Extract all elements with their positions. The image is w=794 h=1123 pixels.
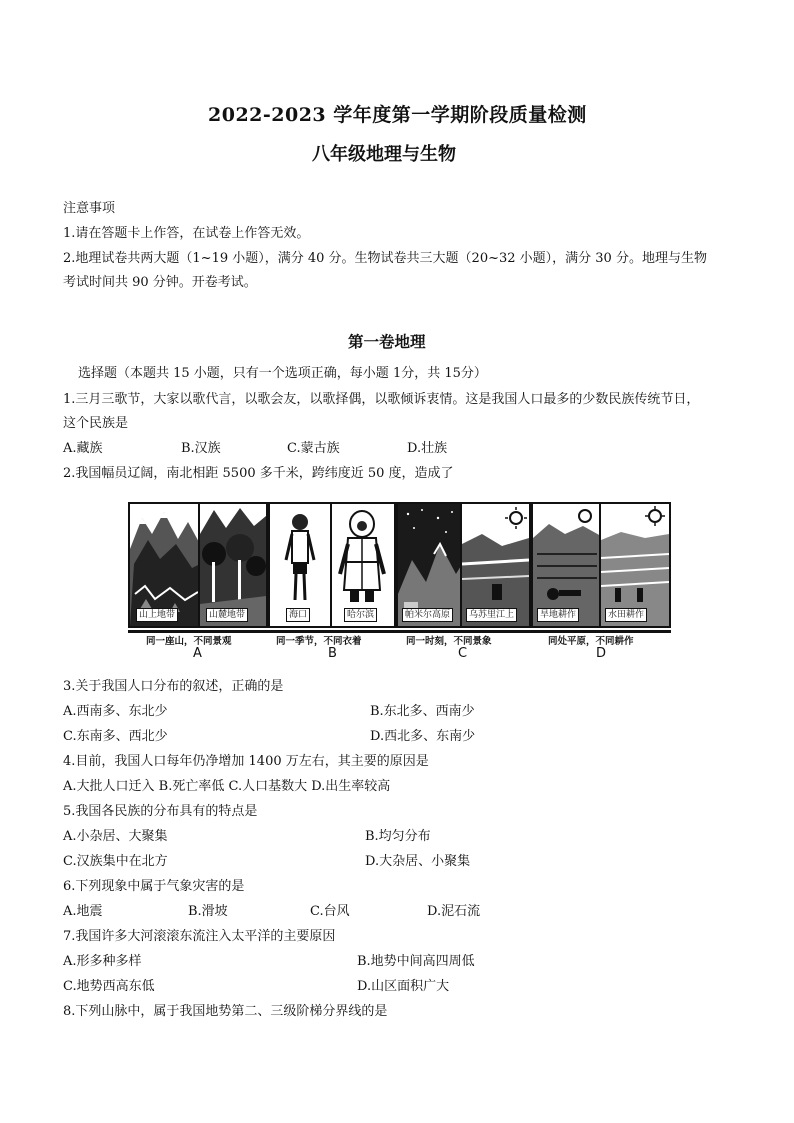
q7-option-c: C.地势西高东低 <box>63 979 155 994</box>
q7-option-b: B.地势中间高四周低 <box>357 954 475 969</box>
panel-b-left-scene <box>270 504 332 626</box>
panel-b-right-scene <box>332 504 394 626</box>
q7-option-a: A.形多种多样 <box>63 954 142 969</box>
q7-stem: 7.我国许多大河滚滚东流注入太平洋的主要原因 <box>63 929 336 944</box>
figure-panel-a <box>128 502 268 628</box>
q1-stem-b: 这个民族是 <box>63 416 129 431</box>
panel-b-left-label: 海口 <box>286 608 310 622</box>
panel-c-left-scene <box>398 504 462 626</box>
q6-stem: 6.下列现象中属于气象灾害的是 <box>63 879 245 894</box>
q5-option-b: B.均匀分布 <box>365 829 431 844</box>
q6-option-d: D.泥石流 <box>427 904 481 919</box>
panel-b-letter: B <box>328 646 337 661</box>
panel-c-caption: 同一时刻，不同景象 <box>406 636 492 647</box>
section-instruction: 选择题（本题共 15 小题，只有一个选项正确，每小题 1分，共 15分） <box>78 366 487 381</box>
q1-option-b: B.汉族 <box>181 441 221 456</box>
notes-line-2b: 考试时间共 90 分钟。开卷考试。 <box>63 275 257 290</box>
q1-option-a: A.藏族 <box>63 441 103 456</box>
panel-d-right-label: 水田耕作 <box>605 608 647 622</box>
section-title: 第一卷地理 <box>348 332 426 351</box>
q2-stem: 2.我国幅员辽阔，南北相距 5500 多千米，跨纬度近 50 度，造成了 <box>63 466 454 481</box>
panel-d-left-scene <box>533 504 601 626</box>
exam-subtitle: 八年级地理与生物 <box>312 144 456 165</box>
q3-option-a: A.西南多、东北少 <box>63 704 168 719</box>
q4-options: A.大批人口迁入 B.死亡率低 C.人口基数大 D.出生率较高 <box>63 779 391 794</box>
panel-a-left-label: 山上地带 <box>136 608 178 622</box>
panel-c-left-label: 帕米尔高原 <box>402 608 453 622</box>
exam-title: 2022-2023 学年度第一学期阶段质量检测 <box>208 104 587 126</box>
panel-d-caption: 同处平原，不同耕作 <box>548 636 634 647</box>
q1-stem-a: 1.三月三歌节，大家以歌代言，以歌会友，以歌择偶，以歌倾诉衷情。这是我国人口最多的少数民族传统节日， <box>63 392 700 407</box>
panel-b-caption: 同一季节，不同衣着 <box>276 636 362 647</box>
q5-option-c: C.汉族集中在北方 <box>63 854 168 869</box>
q6-option-c: C.台风 <box>310 904 350 919</box>
figure-panel-d <box>531 502 671 628</box>
q3-option-b: B.东北多、西南少 <box>370 704 475 719</box>
panel-c-right-scene <box>462 504 529 626</box>
panel-d-right-scene <box>601 504 669 626</box>
q3-option-c: C.东南多、西北少 <box>63 729 168 744</box>
q1-option-c: C.蒙古族 <box>287 441 340 456</box>
notes-line-1: 1.请在答题卡上作答，在试卷上作答无效。 <box>63 226 310 241</box>
panel-d-left-label: 旱地耕作 <box>537 608 579 622</box>
q8-stem: 8.下列山脉中，属于我国地势第二、三级阶梯分界线的是 <box>63 1004 388 1019</box>
figure-panel-b <box>268 502 396 628</box>
panel-c-letter: C <box>458 646 468 661</box>
figure-panel-c <box>396 502 531 628</box>
q5-option-d: D.大杂居、小聚集 <box>365 854 471 869</box>
notes-line-2a: 2.地理试卷共两大题（1~19 小题），满分 40 分。生物试卷共三大题（20~32 小题），满分 30 分。地理与生物 <box>63 251 707 266</box>
panel-a-right-label: 山麓地带 <box>206 608 248 622</box>
q6-option-a: A.地震 <box>63 904 103 919</box>
panel-a-left-scene <box>130 504 200 626</box>
q5-stem: 5.我国各民族的分布具有的特点是 <box>63 804 258 819</box>
panel-b-right-label: 哈尔滨 <box>344 608 377 622</box>
q6-option-b: B.滑坡 <box>188 904 228 919</box>
panel-c-right-label: 乌苏里江上 <box>466 608 517 622</box>
panel-a-right-scene <box>200 504 266 626</box>
q1-option-d: D.壮族 <box>407 441 448 456</box>
notes-heading: 注意事项 <box>63 201 116 216</box>
q7-option-d: D.山区面积广大 <box>357 979 450 994</box>
q5-option-a: A.小杂居、大聚集 <box>63 829 168 844</box>
panel-a-caption: 同一座山，不同景观 <box>146 636 232 647</box>
q3-stem: 3.关于我国人口分布的叙述，正确的是 <box>63 679 284 694</box>
panel-a-letter: A <box>193 646 202 661</box>
panel-d-letter: D <box>596 646 607 661</box>
q2-figure <box>128 502 671 662</box>
q4-stem: 4.目前，我国人口每年仍净增加 1400 万左右，其主要的原因是 <box>63 754 429 769</box>
q3-option-d: D.西北多、东南少 <box>370 729 476 744</box>
